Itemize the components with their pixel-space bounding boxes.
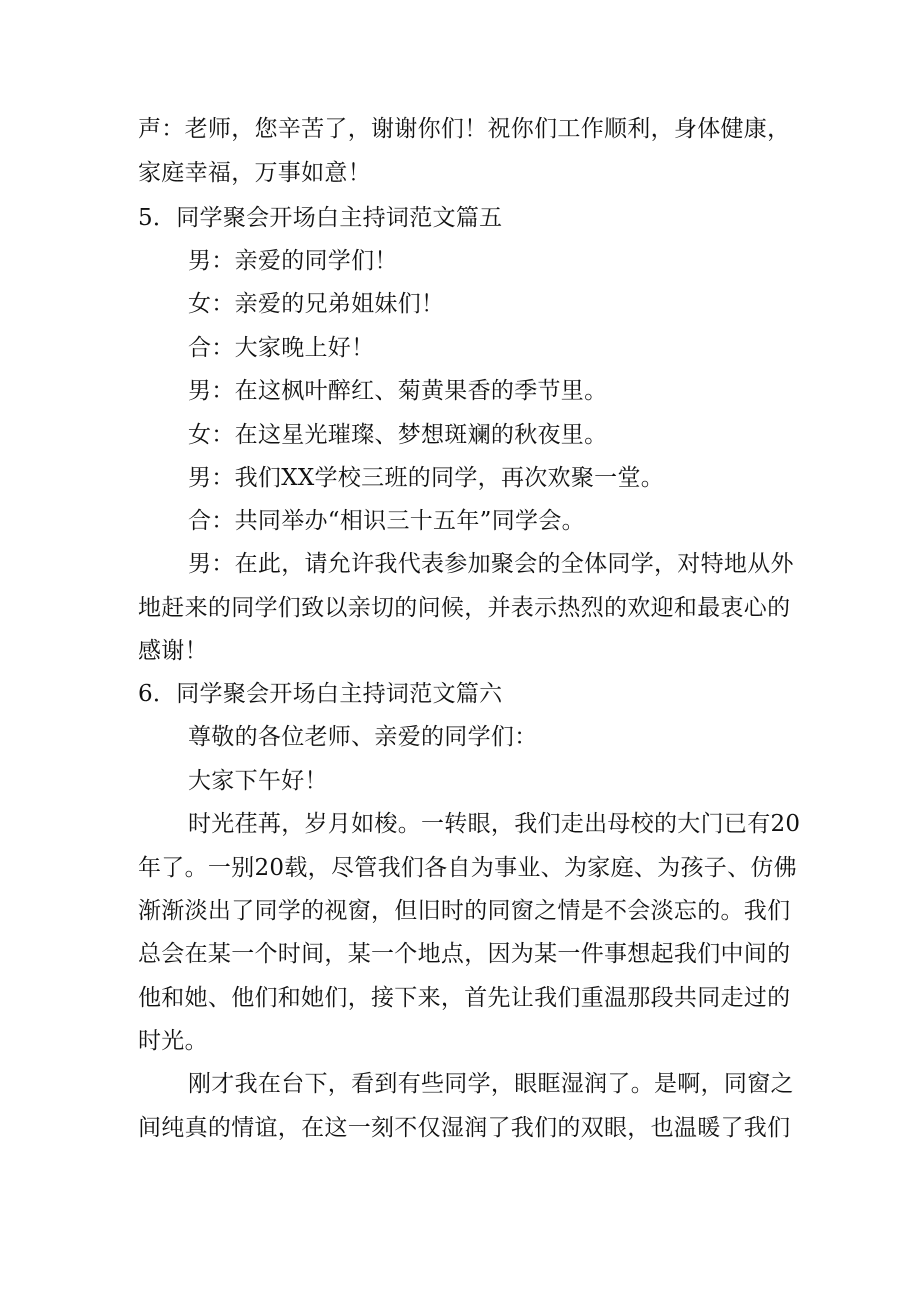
section-heading: 5．同学聚会开场白主持词范文篇五: [138, 205, 503, 231]
text-line: 女：亲爱的兄弟姐妹们！: [188, 291, 445, 317]
text-line: 男：在这枫叶醉红、菊黄果香的季节里。: [188, 378, 608, 404]
text-line: 大家下午好！: [188, 768, 328, 794]
text-line: 声：老师，您辛苦了，谢谢你们！祝你们工作顺利，身体健康，: [138, 116, 791, 142]
text-line: 地赶来的同学们致以亲切的问候，并表示热烈的欢迎和最衷心的: [138, 595, 791, 621]
text-line: 年了。一别20载，尽管我们各自为事业、为家庭、为孩子、仿佛: [138, 855, 797, 881]
text-line: 合：大家晚上好！: [188, 335, 375, 361]
text-line: 家庭幸福，万事如意！: [138, 160, 371, 186]
text-line: 男：在此，请允许我代表参加聚会的全体同学，对特地从外: [188, 551, 794, 577]
text-line: 合：共同举办“相识三十五年”同学会。: [188, 508, 585, 534]
text-line: 男：亲爱的同学们！: [188, 248, 398, 274]
text-line: 时光。: [138, 1028, 208, 1054]
text-line: 感谢！: [138, 638, 208, 664]
text-line: 时光荏苒，岁月如梭。一转眼，我们走出母校的大门已有20: [188, 811, 801, 837]
text-line: 刚才我在台下，看到有些同学，眼眶湿润了。是啊，同窗之: [188, 1071, 794, 1097]
text-line: 女：在这星光璀璨、梦想斑斓的秋夜里。: [188, 422, 608, 448]
section-heading: 6．同学聚会开场白主持词范文篇六: [138, 681, 503, 707]
text-line: 尊敬的各位老师、亲爱的同学们：: [188, 724, 538, 750]
text-line: 男：我们XX学校三班的同学，再次欢聚一堂。: [188, 465, 665, 491]
text-line: 他和她、他们和她们，接下来，首先让我们重温那段共同走过的: [138, 985, 791, 1011]
text-line: 渐渐淡出了同学的视窗，但旧时的同窗之情是不会淡忘的。我们: [138, 898, 791, 924]
text-line: 总会在某一个时间，某一个地点，因为某一件事想起我们中间的: [138, 941, 791, 967]
text-line: 间纯真的情谊，在这一刻不仅湿润了我们的双眼，也温暖了我们: [138, 1115, 791, 1141]
